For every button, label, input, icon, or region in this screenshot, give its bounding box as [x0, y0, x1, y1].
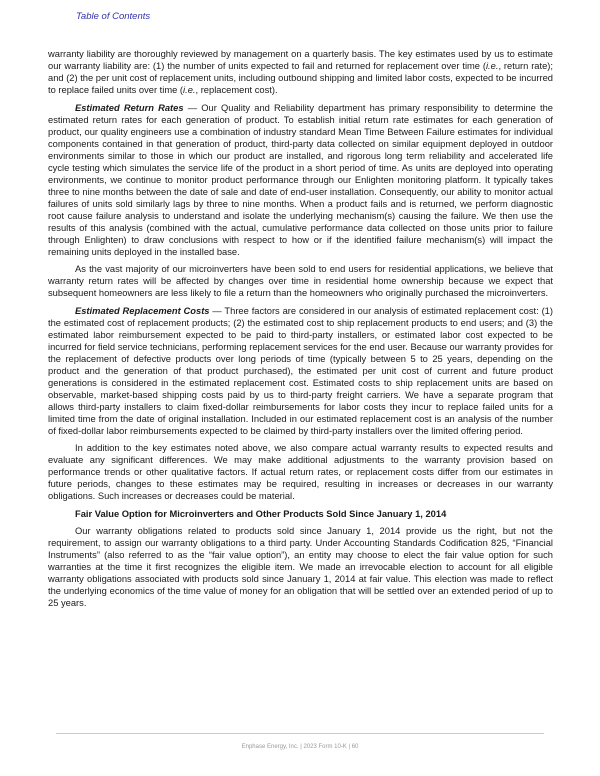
text-italic: i.e.: [485, 61, 499, 71]
paragraph-warranty-estimates: [48, 48, 553, 96]
page-footer: Enphase Energy, Inc. | 2023 Form 10-K | 60: [241, 744, 359, 750]
paragraph-lead: Estimated Replacement Costs: [75, 305, 210, 316]
paragraph-actual-vs-expected: In addition to the key estimates noted above, we also compare actual warranty results to expected results and evaluate any significant differences. We may make additional adjustments to the warranty provision based on performance trends or other qualitative factors. If actual return rates, or replacement costs differ from our estimates in future periods, changes to these estimates may be required, resulting in increases or decreases in our warranty obligations. Such increases or decreases could be material.: [48, 443, 553, 501]
paragraph-estimated-replacement-costs: [48, 305, 553, 437]
paragraph-estimated-return-rates: [48, 102, 553, 258]
section-heading-fair-value-option: Fair Value Option for Microinverters and Other Products Sold Since January 1, 2014: [75, 508, 447, 519]
document-body: [48, 48, 553, 614]
table-of-contents-link[interactable]: Table of Contents: [76, 11, 151, 22]
footer-divider: [56, 733, 544, 734]
text: , return rate); and (2) the per unit cost of replacement units, including outbound shipping and limited labor costs, expected to be incurred to replace failed units over time (: [48, 61, 553, 95]
paragraph-lead: Estimated Return Rates: [75, 102, 184, 113]
paragraph-fair-value-option: Our warranty obligations related to products sold since January 1, 2014 provide us the right, but not the requirement, to assign our warranty obligations to a third party. Under Accounting Standards Codification 825, “Financial Instruments” (also referred to as the “fair value option”), an entity may choose to elect the fair value option for such warranties at the time it first recognizes the eligible item. We made an irrevocable election to account for all eligible warranty obligations associated with products sold since January 1, 2014 at fair value. This election was made to reflect the underlying economics of the time value of money for an obligation that will be settled over an extended period of up to 25 years.: [48, 525, 553, 608]
text: , replacement cost).: [195, 85, 278, 95]
paragraph-residential-ownership: As the vast majority of our microinverters have been sold to end users for residential applications, we believe that warranty return rates will be affected by changes over time in residential home ownership because we expect that subsequent homeowners are less likely to file a return than the homeowners who originally purchased the microinverters.: [48, 264, 553, 298]
text: warranty liability are thoroughly reviewed by management on a quarterly basis. The key estimates used by us to estimate our warranty liability are: (1) the number of units expected to fail and returned for replacement over time (: [48, 49, 553, 71]
text: — Our Quality and Reliability department has primary responsibility to determine the estimated return rates for each generation of product. To establish initial return rate estimates for each generation of product, our quality engineers use a combination of industry standard Mean Time Between Failure estimates for individual components contained in that generation of product, third-party data collected on similar equipment deployed in outdoor environments similar to those in which our product are installed, and rigorous long term reliability and accelerated life cycle testing which simulates the service life of the product in a short period of time. As units are deployed into operating environments, we continue to monitor product performance through our Enlighten monitoring platform. It typically takes three to nine months between the date of sale and date of end-user installation. Consequently, our ability to monitor actual failures of units sold similarly lags by three to nine months. When a product fails and is returned, we perform diagnostic root cause failure analysis to understand and isolate the underlying mechanism(s) causing the failure. We then use the results of this analysis (combined with the actual, cumulative performance data collected on those units prior to failure through Enlighten) to draw conclusions with respect to how or if the identified failure mechanism(s) will impact the remaining units deployed in the installed base.: [48, 102, 554, 257]
text-italic: i.e.: [183, 85, 196, 95]
text: — Three factors are considered in our analysis of estimated replacement cost: (1) the estimated cost of replacement products; (2) the estimated cost to ship replacement products to end users; and (3) the estimated labor reimbursement expected to be paid to third-party installers, or estimated labor cost expected to be incurred for field service technicians, performing replacement services for the end user. Because our warranty provides for the replacement of defective products over long periods of time (typically between 5 to 25 years, depending on the product and the generation of that product purchased), the estimated per unit cost of current and future product generations is considered in the estimated replacement cost. Estimated costs to ship replacement units are based on observable, market-based shipping costs paid by us to third-party freight carriers. We have a separate program that allows third-party installers to claim fixed-dollar reimbursements for labor costs they incur to replace failed units for a limited time from the date of original installation. Included in our estimated replacement cost is an analysis of the number of fixed-dollar labor reimbursements expected to be claimed by third-party installers over the limited offering period.: [48, 305, 553, 436]
